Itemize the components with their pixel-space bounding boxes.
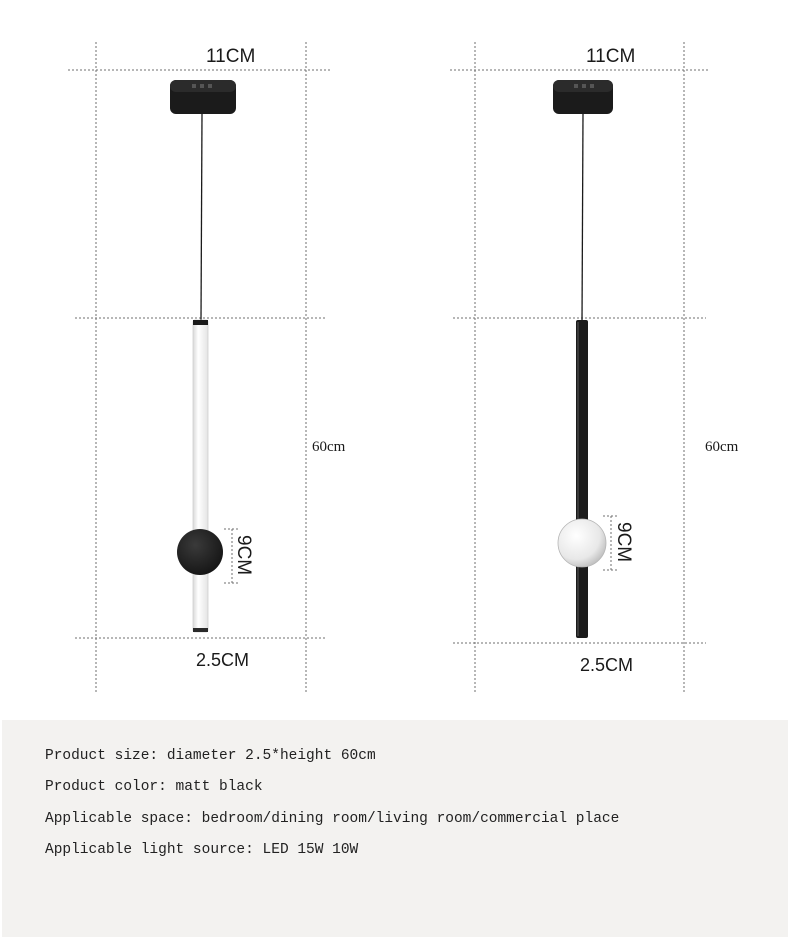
canopy-width-label: 11CM [586, 46, 636, 67]
suspension-cable [201, 114, 202, 320]
decorative-sphere [177, 529, 223, 575]
ceiling-canopy [170, 80, 236, 114]
light-tube [193, 320, 208, 632]
spec-light-source: Applicable light source: LED 15W 10W [45, 842, 359, 858]
tube-diameter-label: 2.5CM [580, 655, 634, 675]
product-spec-panel [2, 720, 788, 937]
suspension-cable [582, 114, 583, 322]
spec-applicable-space: Applicable space: bedroom/dining room/living room/commercial place [45, 811, 620, 827]
height-label: 60cm [705, 439, 739, 455]
light-tube [576, 320, 588, 638]
ceiling-canopy [553, 80, 613, 114]
height-label: 60cm [312, 439, 346, 455]
tube-diameter-label: 2.5CM [196, 650, 250, 670]
sphere-diameter-label: 9CM [233, 535, 254, 576]
spec-product-color: Product color: matt black [45, 779, 263, 795]
lamp-right [450, 42, 739, 692]
decorative-sphere [558, 519, 606, 567]
canopy-width-label: 11CM [206, 46, 256, 67]
spec-product-size: Product size: diameter 2.5*height 60cm [45, 748, 376, 764]
sphere-diameter-label: 9CM [613, 522, 634, 563]
lamp-left [68, 42, 346, 692]
